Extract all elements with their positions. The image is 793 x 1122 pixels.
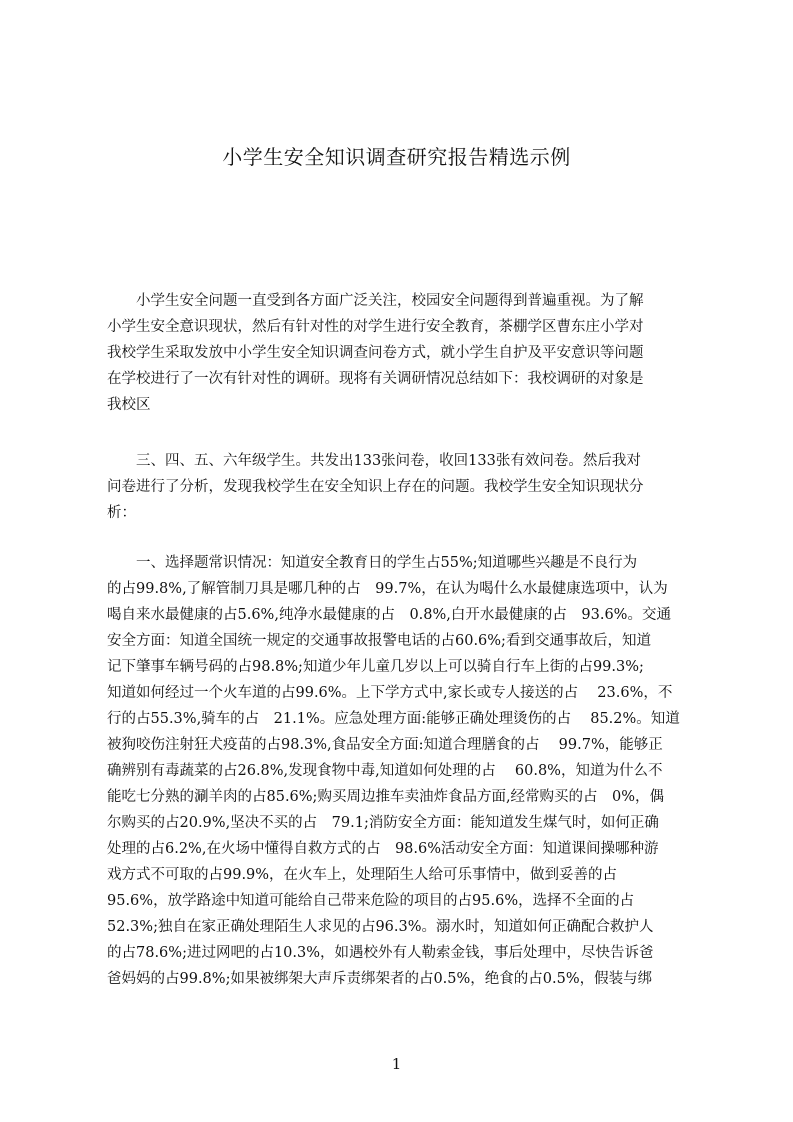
page-number: 1 [391,1055,402,1073]
paragraph-line: 行的占55.3%,骑车的占 21.1%。应急处理方面:能够正确处理烫伤的占 85.2%。知道 [107,711,680,727]
paragraph-line: 安全方面：知道全国统一规定的交通事故报警电话的占60.6%;看到交通事故后，知道 [107,633,651,649]
paragraph-line: 52.3%;独自在家正确处理陌生人求见的占96.3%。溺水时，知道如何正确配合救护人 [107,919,654,935]
paragraph-line: 95.6%，放学路途中知道可能给自己带来危险的项目的占95.6%，选择不全面的占 [107,893,635,909]
paragraph-line: 在学校进行了一次有针对性的调研。现将有关调研情况总结如下：我校调研的对象是 [107,371,644,387]
paragraph-line: 喝自来水最健康的占5.6%,纯净水最健康的占 0.8%,白开水最健康的占 93.6%。交通 [107,607,671,623]
paragraph-line: 确辨别有毒蔬菜的占26.8%,发现食物中毒,知道如何处理的占 60.8%，知道为什么不 [107,763,663,779]
paragraph-line: 的占78.6%;进过网吧的占10.3%，如遇校外有人勒索金钱，事后处理中，尽快告诉爸 [107,945,654,961]
paragraph-line: 爸妈妈的占99.8%;如果被绑架大声斥责绑架者的占0.5%，绝食的占0.5%，假装与绑 [107,971,653,987]
paragraph-line: 一、选择题常识情况：知道安全教育日的学生占55%;知道哪些兴趣是不良行为 [107,555,638,571]
paragraph-line: 戏方式不可取的占99.9%，在火车上，处理陌生人给可乐事情中，做到妥善的占 [107,867,618,883]
paragraph-line: 三、四、五、六年级学生。共发出133张问卷，收回133张有效问卷。然后我对 [107,453,641,469]
paragraph-line: 问卷进行了分析，发现我校学生在安全知识上存在的问题。我校学生安全知识现状分 [107,479,644,495]
paragraph-line: 记下肇事车辆号码的占98.8%;知道少年儿童几岁以上可以骑自行车上街的占99.3%; [107,659,644,675]
paragraph-line: 处理的占6.2%,在火场中懂得自救方式的占 98.6%活动安全方面：知道课间操哪种游 [107,841,659,857]
paragraph-line: 析： [107,505,136,521]
paragraph-line: 能吃七分熟的涮羊肉的占85.6%;购买周边推车卖油炸食品方面,经常购买的占 0%，偶 [107,789,665,805]
paragraph-line: 小学生安全意识现状，然后有针对性的对学生进行安全教育，茶棚学区曹东庄小学对 [107,319,644,335]
paragraph-line: 小学生安全问题一直受到各方面广泛关注，校园安全问题得到普遍重视。为了解 [107,293,644,309]
paragraph-line: 尔购买的占20.9%,坚决不买的占 79.1;消防安全方面：能知道发生煤气时，如何正确 [107,815,659,831]
paragraph-line: 我校学生采取发放中小学生安全知识调查问卷方式，就小学生自护及平安意识等问题 [107,345,644,361]
paragraph-findings [107,550,697,992]
paragraph-line: 知道如何经过一个火车道的占99.6%。上下学方式中,家长或专人接送的占 23.6%，不 [107,685,673,701]
paragraph-survey [107,448,697,526]
paragraph-line: 我校区 [107,397,151,413]
document-title: 小学生安全知识调查研究报告精选示例 [222,145,571,169]
paragraph-line: 被狗咬伤注射狂犬疫苗的占98.3%,食品安全方面:知道合理膳食的占 99.7%，能够正 [107,737,663,753]
paragraph-intro [107,288,697,418]
paragraph-line: 的占99.8%,了解管制刀具是哪几种的占 99.7%，在认为喝什么水最健康选项中，认为 [107,581,668,597]
